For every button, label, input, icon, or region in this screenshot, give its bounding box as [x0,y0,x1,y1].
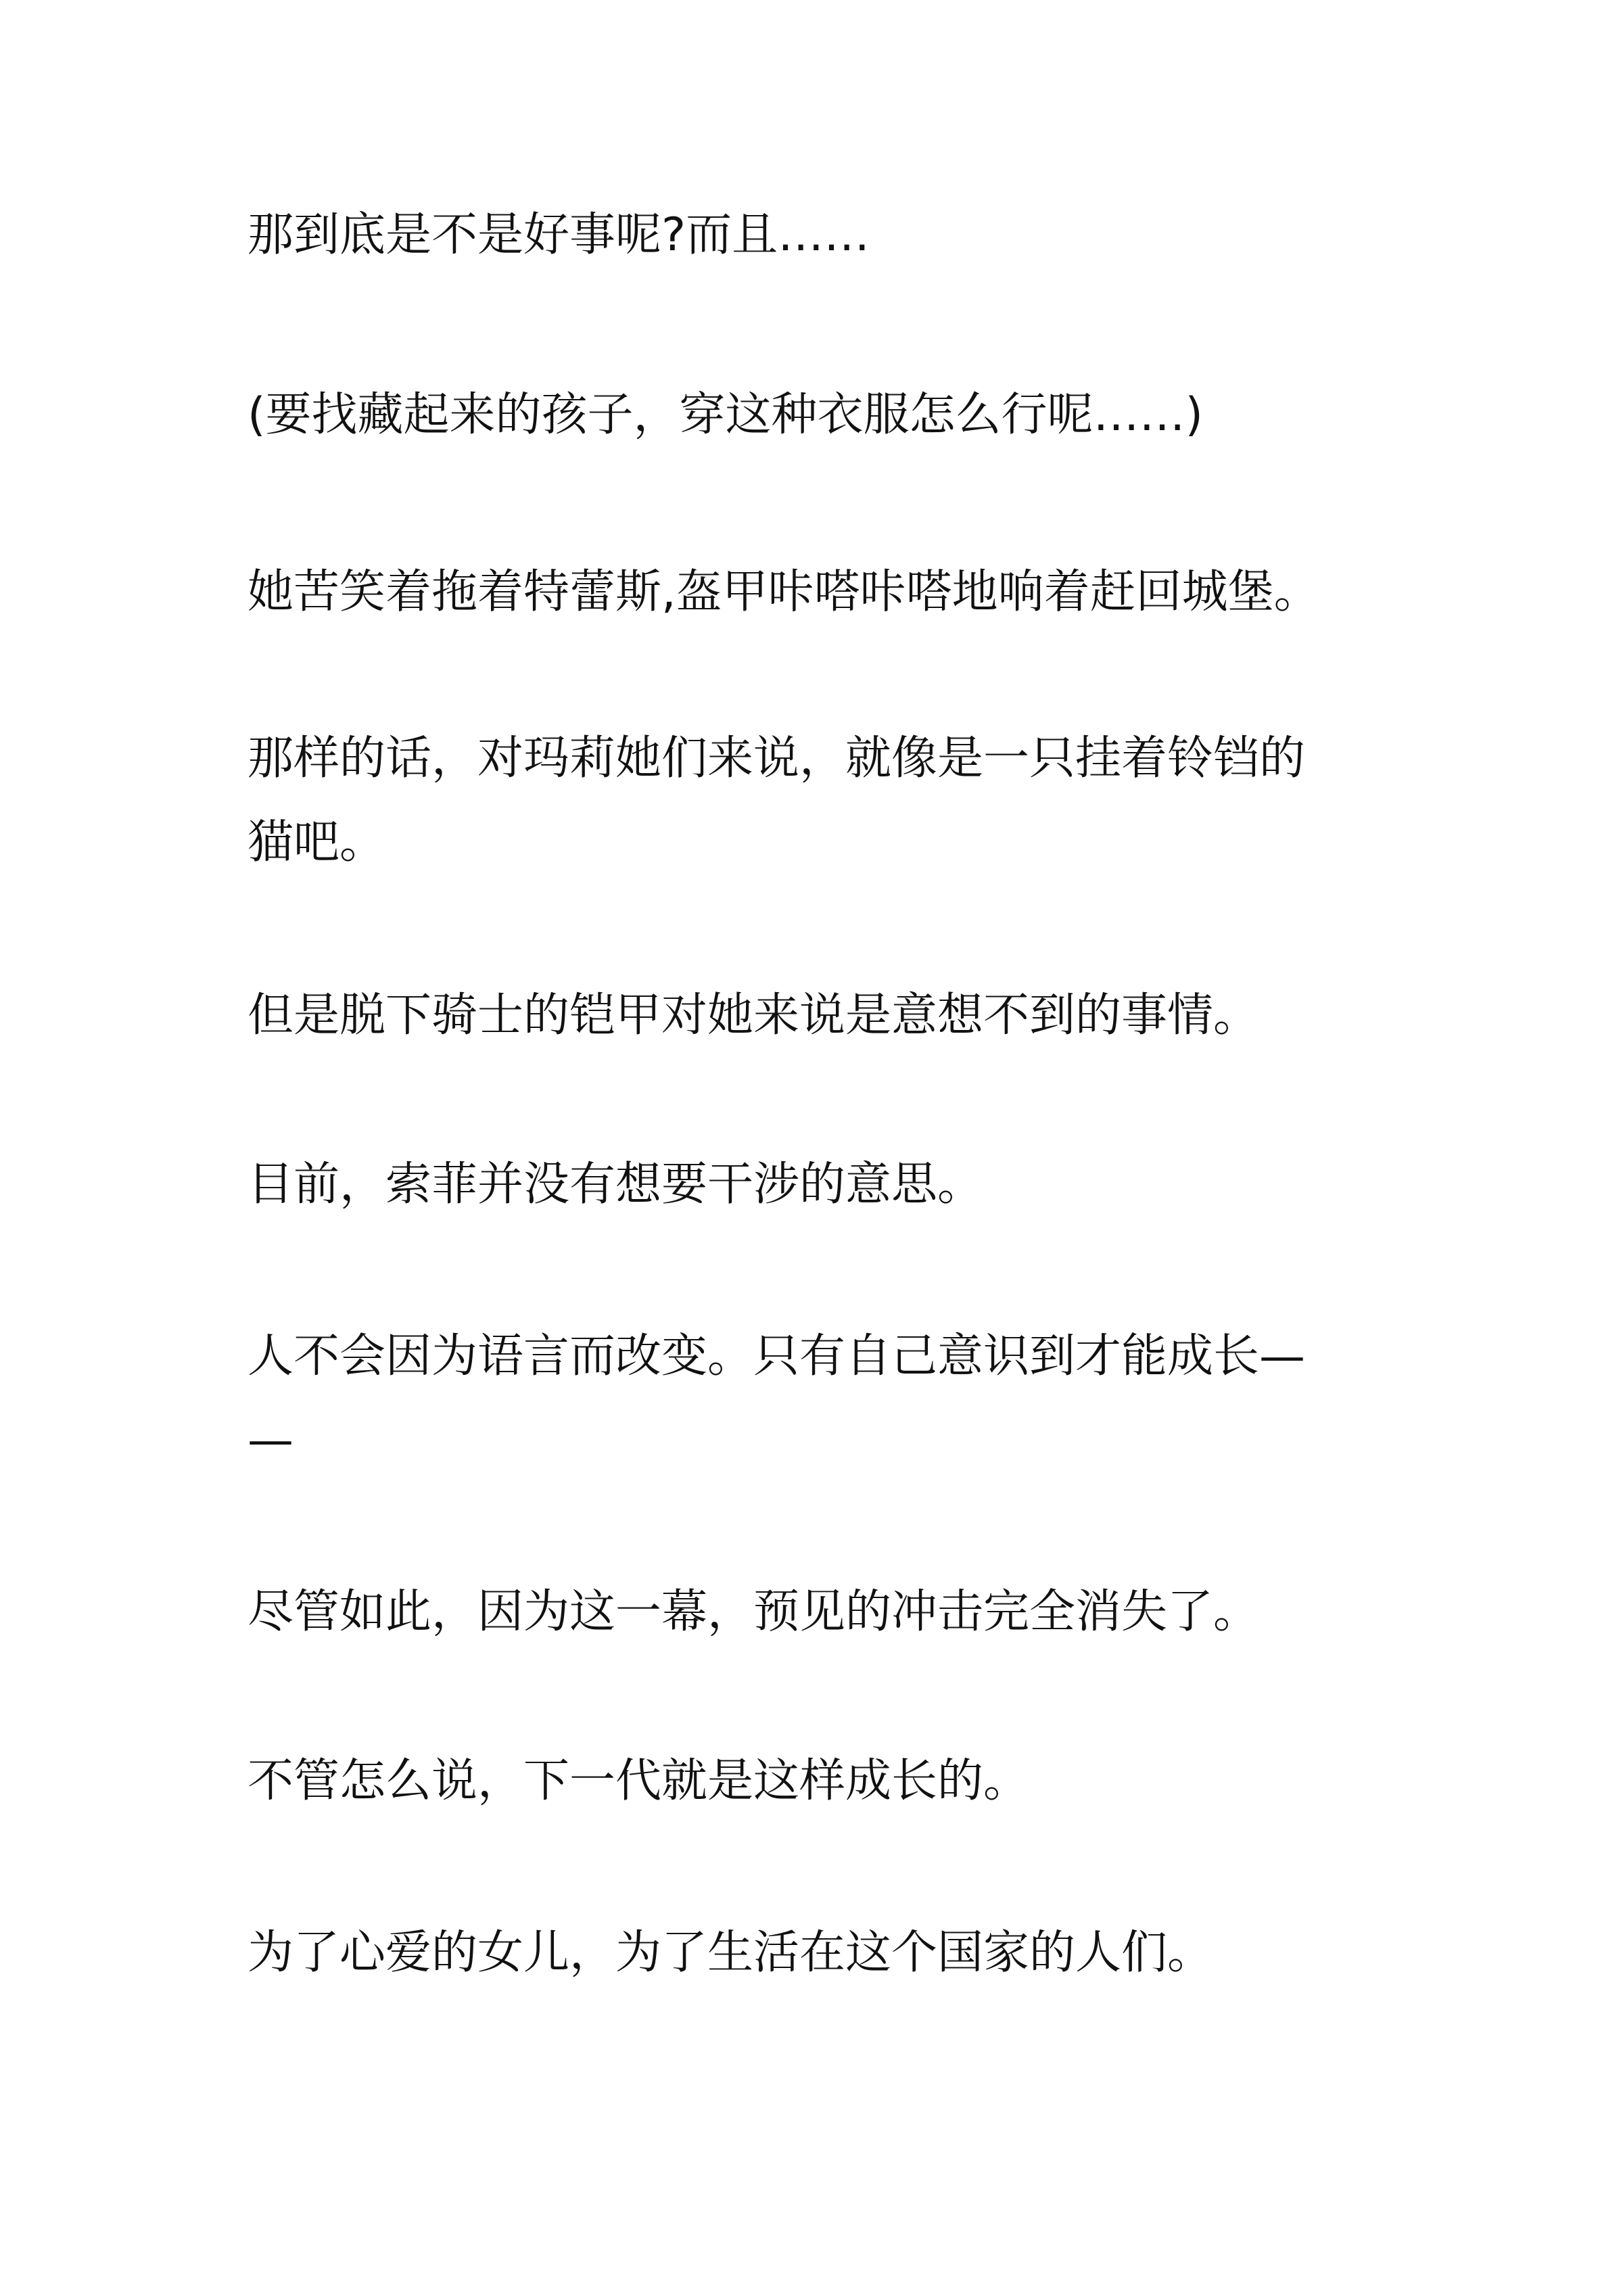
paragraph-line: 猫吧。 [248,816,386,869]
paragraph-line: 她苦笑着拖着特蕾斯,盔甲咔嗒咔嗒地响着赶回城堡。 [248,565,1320,619]
paragraph-line: 但是脱下骑士的铠甲对她来说是意想不到的事情。 [248,989,1260,1042]
paragraph-line: 不管怎么说，下一代就是这样成长的。 [248,1754,1030,1808]
paragraph-7 [248,1315,1397,1482]
paragraph-4 [248,717,1397,885]
paragraph-line: (要找藏起来的孩子，穿这种衣服怎么行呢……) [248,388,1204,442]
paragraph-3 [248,550,1397,634]
paragraph-8 [248,1570,1397,1654]
paragraph-line: 那样的话，对玛莉她们来说，就像是一只挂着铃铛的 [248,732,1306,785]
paragraph-6 [248,1143,1397,1227]
paragraph-line: — [248,1413,293,1467]
paragraph-line: 人不会因为语言而改变。只有自己意识到才能成长— [248,1330,1306,1383]
paragraph-2 [248,373,1397,457]
paragraph-9 [248,1739,1397,1823]
paragraph-1 [248,193,1397,277]
paragraph-line: 为了心爱的女儿，为了生活在这个国家的人们。 [248,1926,1214,1979]
paragraph-10 [248,1911,1397,1995]
paragraph-line: 尽管如此，因为这一幕，预见的冲击完全消失了。 [248,1585,1260,1639]
paragraph-line: 目前，索菲并没有想要干涉的意思。 [248,1158,984,1211]
paragraph-5 [248,974,1397,1058]
paragraph-line: 那到底是不是好事呢?而且…… [248,208,870,262]
